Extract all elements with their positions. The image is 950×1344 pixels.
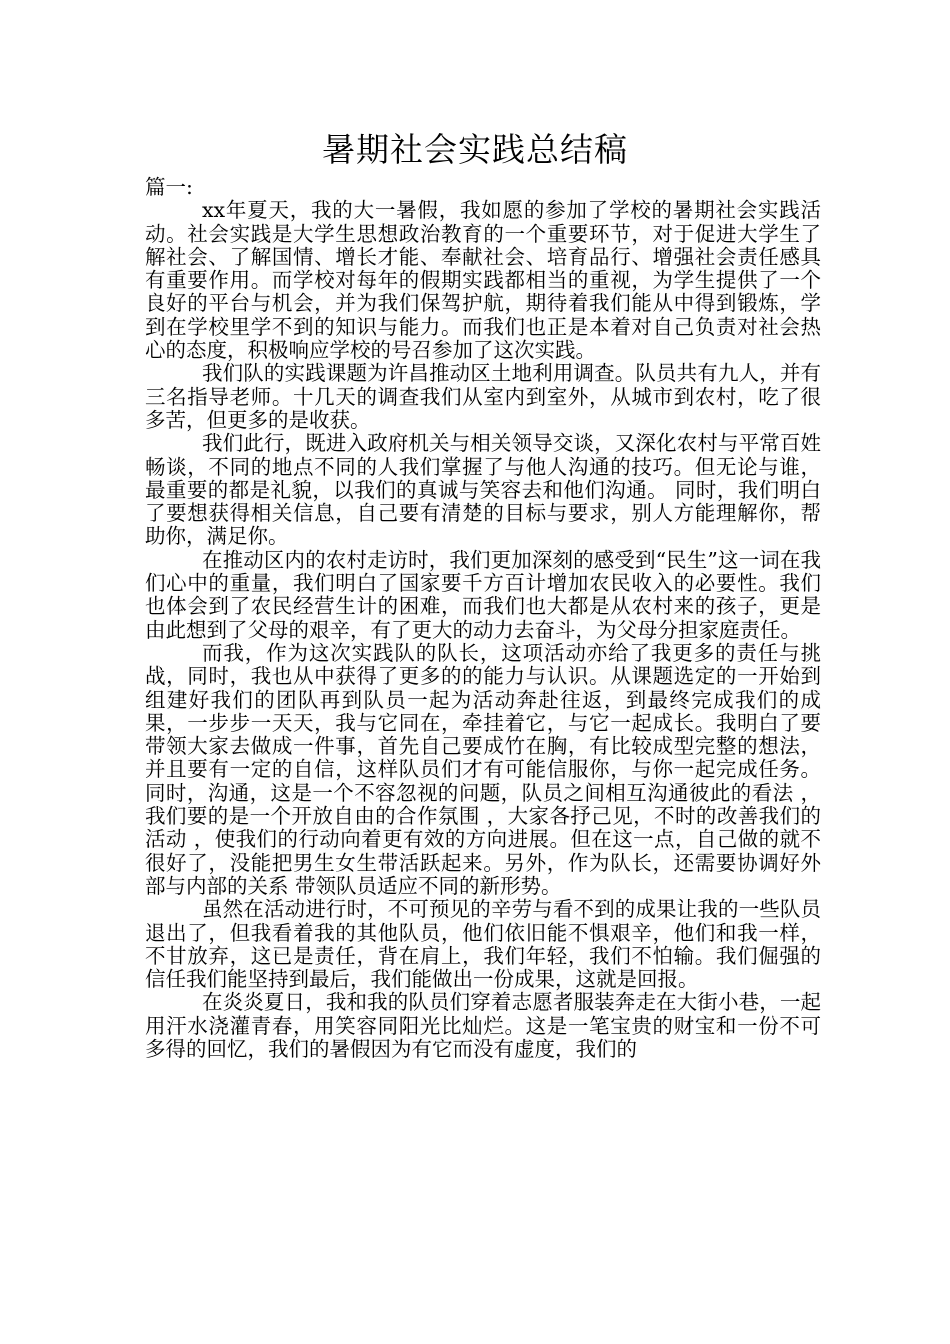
document-body <box>145 176 821 1061</box>
document-title: 暑期社会实践总结稿 <box>322 130 628 169</box>
paragraph-5: 而我，作为这次实践队的队长，这项活动亦给了我更多的责任与挑战，同时，我也从中获得了更多的的能力与认识。从课题选定的一开始到组建好我们的团队再到队员一起为活动奔赴往返，到最终完成我们的成果，一步步一天天，我与它同在，牵挂着它，与它一起成长。我明白了要带领大家去做成一件事，首先自己要成竹在胸，有比较成型完整的想法，并且要有一定的自信，这样队员们才有可能信服你，与你一起完成任务。 同时，沟通，这是一个不容忽视的问题，队员之间相互沟通彼此的看法 ，我们要的是一个开放自由的合作氛围 ，大家各抒己见，不时的改善我们的活动 ，使我们的行动向着更有效的方向进展。但在这一点，自己做的就不很好了，没能把男生女生带活跃起来。另外，作为队长，还需要协调好外部与内部的关系 带领队员适应不同的新形势。 <box>145 640 821 898</box>
paragraph-3: 我们此行，既进入政府机关与相关领导交谈，又深化农村与平常百姓畅谈，不同的地点不同的人我们掌握了与他人沟通的技巧。但无论与谁，最重要的都是礼貌，以我们的真诚与笑容去和他们沟通。 同时，我们明白了要想获得相关信息，自己要有清楚的目标与要求，别人方能理解你，帮助你，满足你。 <box>145 431 821 549</box>
paragraph-2: 我们队的实践课题为许昌推动区土地利用调查。队员共有九人，并有三名指导老师。十几天的调查我们从室内到室外，从城市到农村，吃了很多苦，但更多的是收获。 <box>145 361 821 432</box>
paragraph-6: 虽然在活动进行时，不可预见的辛劳与看不到的成果让我的一些队员退出了，但我看着我的其他队员，他们依旧能不惧艰辛，他们和我一样，不甘放弃，这已是责任，背在肩上，我们年轻，我们不怕输。我们倔强的信任我们能坚持到最后，我们能做出一份成果，这就是回报。 <box>145 897 821 992</box>
paragraph-1: xx年夏天，我的大一暑假，我如愿的参加了学校的暑期社会实践活动。社会实践是大学生思想政治教育的一个重要环节，对于促进大学生了解社会、了解国情、增长才能、奉献社会、培育品行、增强社会责任感具有重要作用。而学校对每年的假期实践都相当的重视，为学生提供了一个良好的平台与机会，并为我们保驾护航，期待着我们能从中得到锻炼，学到在学校里学不到的知识与能力。而我们也正是本着对自己负责对社会热心的态度，积极响应学校的号召参加了这次实践。 <box>145 198 821 363</box>
section-label: 篇一: <box>145 175 193 199</box>
paragraph-7: 在炎炎夏日，我和我的队员们穿着志愿者服装奔走在大街小巷，一起用汗水浇灌青春，用笑容同阳光比灿烂。这是一笔宝贵的财宝和一份不可多得的回忆，我们的暑假因为有它而没有虚度，我们的 <box>145 990 821 1061</box>
paragraph-4: 在推动区内的农村走访时，我们更加深刻的感受到“民生”这一词在我们心中的重量，我们明白了国家要千方百计增加农民收入的必要性。我们也体会到了农民经营生计的困难，而我们也大都是从农村来的孩子，更是由此想到了父母的艰辛，有了更大的动力去奋斗，为父母分担家庭责任。 <box>145 547 821 642</box>
